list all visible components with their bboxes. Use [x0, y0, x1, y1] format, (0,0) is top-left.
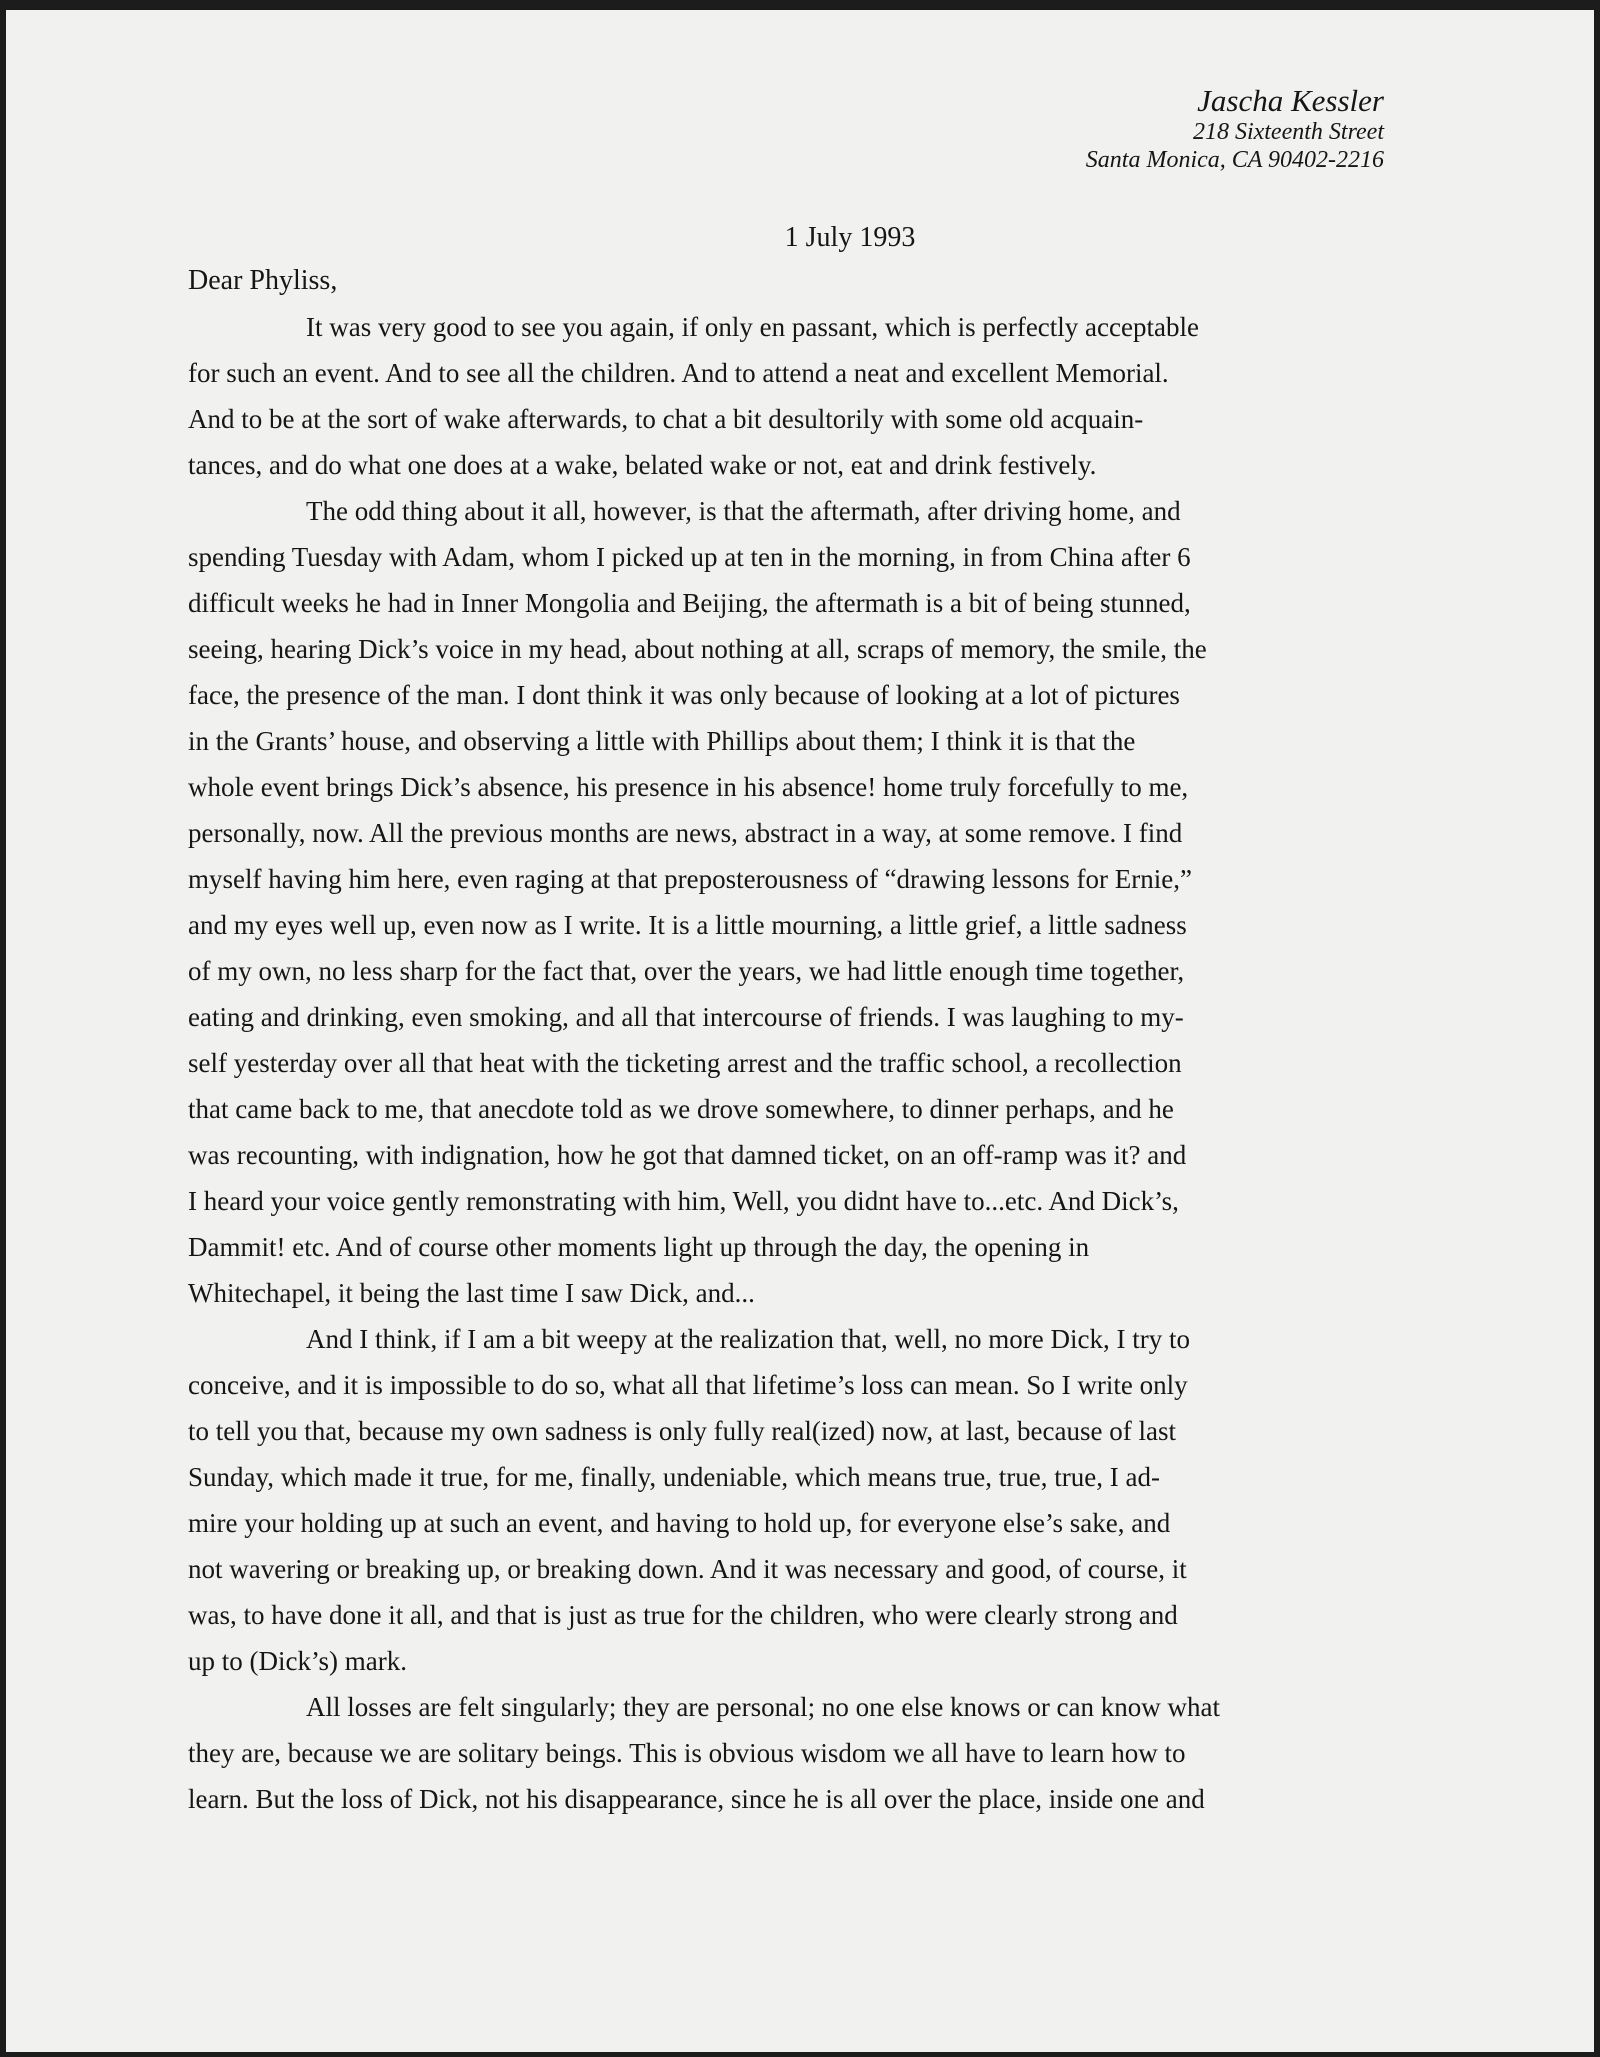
paragraph-line: mire your holding up at such an event, and having to hold up, for everyone else’s sake, and: [188, 1508, 1171, 1538]
paragraph-line: difficult weeks he had in Inner Mongolia and Beijing, the aftermath is a bit of being stunned,: [188, 588, 1191, 618]
salutation: Dear Phyliss,: [188, 265, 338, 296]
paragraph-line: Sunday, which made it true, for me, finally, undeniable, which means true, true, true, I ad-: [188, 1462, 1160, 1492]
paragraph-line: And to be at the sort of wake afterwards, to chat a bit desultorily with some old acquain-: [188, 404, 1144, 434]
paragraph-line: they are, because we are solitary beings. This is obvious wisdom we all have to learn how to: [188, 1738, 1186, 1768]
paragraph-line: The odd thing about it all, however, is that the aftermath, after driving home, and: [306, 496, 1181, 526]
paragraph-line: self yesterday over all that heat with the ticketing arrest and the traffic school, a recollection: [188, 1048, 1182, 1078]
paragraph-line: whole event brings Dick’s absence, his presence in his absence! home truly forcefully to me,: [188, 772, 1189, 802]
paragraph-line: conceive, and it is impossible to do so, what all that lifetime’s loss can mean. So I write only: [188, 1370, 1188, 1400]
paragraph-line: seeing, hearing Dick’s voice in my head, about nothing at all, scraps of memory, the smile, the: [188, 634, 1207, 664]
letterhead: [1086, 84, 1384, 174]
paragraph-line: face, the presence of the man. I dont think it was only because of looking at a lot of pictures: [188, 680, 1180, 710]
paragraph-line: And I think, if I am a bit weepy at the realization that, well, no more Dick, I try to: [306, 1324, 1190, 1354]
paragraph: [188, 1316, 1398, 1684]
paragraph-line: of my own, no less sharp for the fact that, over the years, we had little enough time together,: [188, 956, 1185, 986]
paragraph-line: and my eyes well up, even now as I write. It is a little mourning, a little grief, a little sadness: [188, 910, 1187, 940]
paragraph: [188, 304, 1398, 488]
paragraph-line: was, to have done it all, and that is just as true for the children, who were clearly strong and: [188, 1600, 1178, 1630]
paragraph-line: I heard your voice gently remonstrating with him, Well, you didnt have to...etc. And Dick’s,: [188, 1186, 1179, 1216]
paragraph-line: spending Tuesday with Adam, whom I picked up at ten in the morning, in from China after 6: [188, 542, 1191, 572]
paragraph: [188, 488, 1398, 1316]
paragraph-line: Whitechapel, it being the last time I saw Dick, and...: [188, 1278, 755, 1308]
paragraph-line: All losses are felt singularly; they are personal; no one else knows or can know what: [306, 1692, 1221, 1722]
paragraph-line: in the Grants’ house, and observing a little with Phillips about them; I think it is that the: [188, 726, 1136, 756]
paragraph-line: learn. But the loss of Dick, not his disappearance, since he is all over the place, inside one and: [188, 1784, 1205, 1814]
letterhead-street: 218 Sixteenth Street: [1192, 119, 1384, 145]
paragraph-line: not wavering or breaking up, or breaking down. And it was necessary and good, of course, it: [188, 1554, 1187, 1584]
letter-date: 1 July 1993: [784, 222, 916, 253]
paragraph-line: It was very good to see you again, if only en passant, which is perfectly acceptable: [306, 312, 1199, 342]
letter-body: [188, 304, 1398, 1822]
paragraph-line: for such an event. And to see all the children. And to attend a neat and excellent Memorial.: [188, 358, 1169, 388]
paragraph-line: personally, now. All the previous months are news, abstract in a way, at some remove. I find: [188, 818, 1183, 848]
paragraph-line: myself having him here, even raging at that preposterousness of “drawing lessons for Ernie,”: [188, 864, 1192, 894]
paragraph-line: was recounting, with indignation, how he got that damned ticket, on an off-ramp was it? and: [188, 1140, 1187, 1170]
paragraph-line: that came back to me, that anecdote told as we drove somewhere, to dinner perhaps, and he: [188, 1094, 1174, 1124]
paragraph-line: eating and drinking, even smoking, and all that intercourse of friends. I was laughing to my-: [188, 1002, 1184, 1032]
letterhead-name: Jascha Kessler: [1197, 83, 1384, 118]
letterhead-city: Santa Monica, CA 90402-2216: [1085, 147, 1384, 173]
paragraph-line: tances, and do what one does at a wake, belated wake or not, eat and drink festively.: [188, 450, 1097, 480]
letter-page: [6, 10, 1594, 2052]
paragraph: [188, 1684, 1398, 1822]
paragraph-line: up to (Dick’s) mark.: [188, 1646, 407, 1676]
paragraph-line: to tell you that, because my own sadness is only fully real(ized) now, at last, because of last: [188, 1416, 1176, 1446]
paragraph-line: Dammit! etc. And of course other moments light up through the day, the opening in: [188, 1232, 1090, 1262]
